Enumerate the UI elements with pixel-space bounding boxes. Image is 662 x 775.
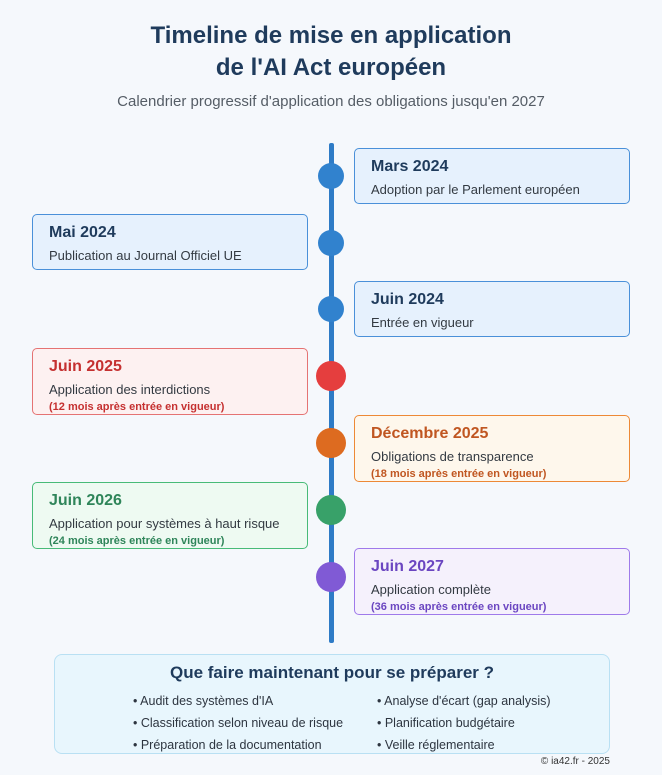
- copyright-footer: © ia42.fr - 2025: [540, 756, 610, 767]
- milestone-card-juin-2026: [32, 482, 308, 549]
- milestone-description: Adoption par le Parlement européen: [371, 182, 580, 197]
- title-line-1: Timeline de mise en application: [150, 22, 512, 49]
- page-subtitle: Calendrier progressif d'application des obligations jusqu'en 2027: [117, 93, 545, 110]
- milestone-card-juin-2027: [354, 548, 630, 615]
- milestone-description: Publication au Journal Officiel UE: [49, 248, 242, 263]
- milestone-dot-mars-2024: [318, 163, 344, 189]
- milestone-date: Juin 2026: [49, 492, 122, 509]
- milestone-date: Décembre 2025: [371, 425, 489, 442]
- page-title: [0, 20, 662, 84]
- preparation-item: • Veille réglementaire: [377, 738, 495, 752]
- milestone-dot-mai-2024: [318, 230, 344, 256]
- milestone-note: (24 mois après entrée en vigueur): [49, 535, 225, 547]
- milestone-date: Juin 2024: [371, 291, 444, 308]
- milestone-dot-juin-2024: [318, 296, 344, 322]
- milestone-description: Obligations de transparence: [371, 449, 534, 464]
- preparation-box: [54, 654, 610, 754]
- milestone-card-decembre-2025: [354, 415, 630, 482]
- milestone-dot-juin-2026: [316, 495, 346, 525]
- milestone-dot-juin-2027: [316, 562, 346, 592]
- milestone-date: Mai 2024: [49, 224, 116, 241]
- milestone-description: Application pour systèmes à haut risque: [49, 516, 280, 531]
- milestone-description: Application des interdictions: [49, 382, 211, 397]
- milestone-description: Entrée en vigueur: [371, 315, 474, 330]
- milestone-card-mars-2024: [354, 148, 630, 204]
- milestone-date: Juin 2027: [371, 558, 444, 575]
- milestone-card-juin-2024: [354, 281, 630, 337]
- milestone-note: (12 mois après entrée en vigueur): [49, 401, 225, 413]
- preparation-list-right: [377, 693, 551, 759]
- milestone-dot-juin-2025: [316, 361, 346, 391]
- milestone-note: (18 mois après entrée en vigueur): [371, 468, 547, 480]
- preparation-item: • Préparation de la documentation: [133, 738, 322, 752]
- preparation-list-left: [133, 693, 343, 759]
- preparation-item: • Analyse d'écart (gap analysis): [377, 694, 551, 708]
- milestone-dot-decembre-2025: [316, 428, 346, 458]
- milestone-description: Application complète: [371, 582, 491, 597]
- milestone-note: (36 mois après entrée en vigueur): [371, 601, 547, 613]
- preparation-item: • Planification budgétaire: [377, 716, 515, 730]
- milestone-date: Mars 2024: [371, 158, 449, 175]
- milestone-date: Juin 2025: [49, 358, 122, 375]
- title-line-2: de l'AI Act européen: [215, 54, 447, 81]
- preparation-title: Que faire maintenant pour se préparer ?: [169, 663, 495, 682]
- milestone-card-juin-2025: [32, 348, 308, 415]
- preparation-item: • Classification selon niveau de risque: [133, 716, 344, 730]
- milestone-card-mai-2024: [32, 214, 308, 270]
- preparation-item: • Audit des systèmes d'IA: [133, 694, 274, 708]
